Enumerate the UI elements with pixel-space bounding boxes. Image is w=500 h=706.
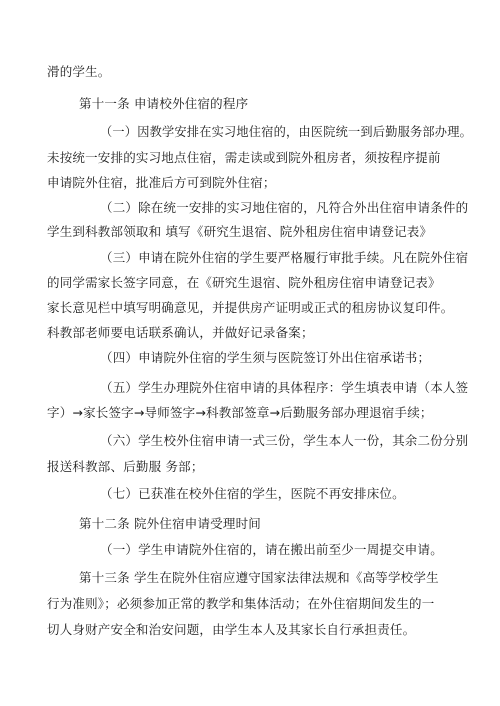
text-line: （六）学生校外住宿申请一式三份，学生本人一份，其余二份分别 xyxy=(100,433,469,448)
text-line: 字）→家长签字→导师签字→科教部签章→后勤服务部办理退宿手续； xyxy=(47,405,433,420)
text-line: 申请院外住宿，批准后方可到院外住宿； xyxy=(47,175,276,190)
text-line: （四）申请院外住宿的学生须与医院签订外出住宿承诺书； xyxy=(100,350,431,365)
article-heading: 第十一条 申请校外住宿的程序 xyxy=(79,96,249,111)
text-line: 未按统一安排的实习地点住宿，需走读或到院外租房者，须按程序提前 xyxy=(47,150,441,165)
article-heading: 第十三条 学生在院外住宿应遵守国家法律法规和《高等学校学生 xyxy=(79,570,439,585)
text-line: （一）因教学安排在实习地住宿的，由医院统一到后勤服务部办理。 xyxy=(100,124,473,139)
text-line: （七）已获准在校外住宿的学生，医院不再安排床位。 xyxy=(100,486,405,501)
text-line: 科教部老师要电话联系确认，并做好记录备案； xyxy=(47,325,314,340)
text-line: 的同学需家长签字同意，在《研究生退宿、院外租房住宿申请登记表》 xyxy=(47,275,441,290)
text-line: （三）申请在院外住宿的学生要严格履行审批手续。凡在院外住宿 xyxy=(100,250,469,265)
text-line: 行为准则》；必须参加正常的教学和集体活动；在外住宿期间发生的一 xyxy=(47,596,435,611)
text-line: （一）学生申请院外住宿的，请在搬出前至少一周提交申请。 xyxy=(100,542,443,557)
text-line: （二）除在统一安排的实习地住宿的，凡符合外出住宿申请条件的 xyxy=(100,200,469,215)
text-line: 切人身财产安全和治安问题，由学生本人及其家长自行承担责任。 xyxy=(47,622,416,637)
text-line: 家长意见栏中填写明确意见，并提供房产证明或正式的租房协议复印件。 xyxy=(47,300,454,315)
text-line: （五）学生办理院外住宿申请的具体程序：学生填表申请（本人签 xyxy=(100,380,469,395)
text-line: 滑的学生。 xyxy=(47,64,111,79)
text-line: 学生到科教部领取和 填写《研究生退宿、院外租房住宿申请登记表》 xyxy=(47,224,433,239)
text-line: 报送科教部、后勤服 务部； xyxy=(47,459,204,474)
article-heading: 第十二条 院外住宿申请受理时间 xyxy=(79,516,261,531)
